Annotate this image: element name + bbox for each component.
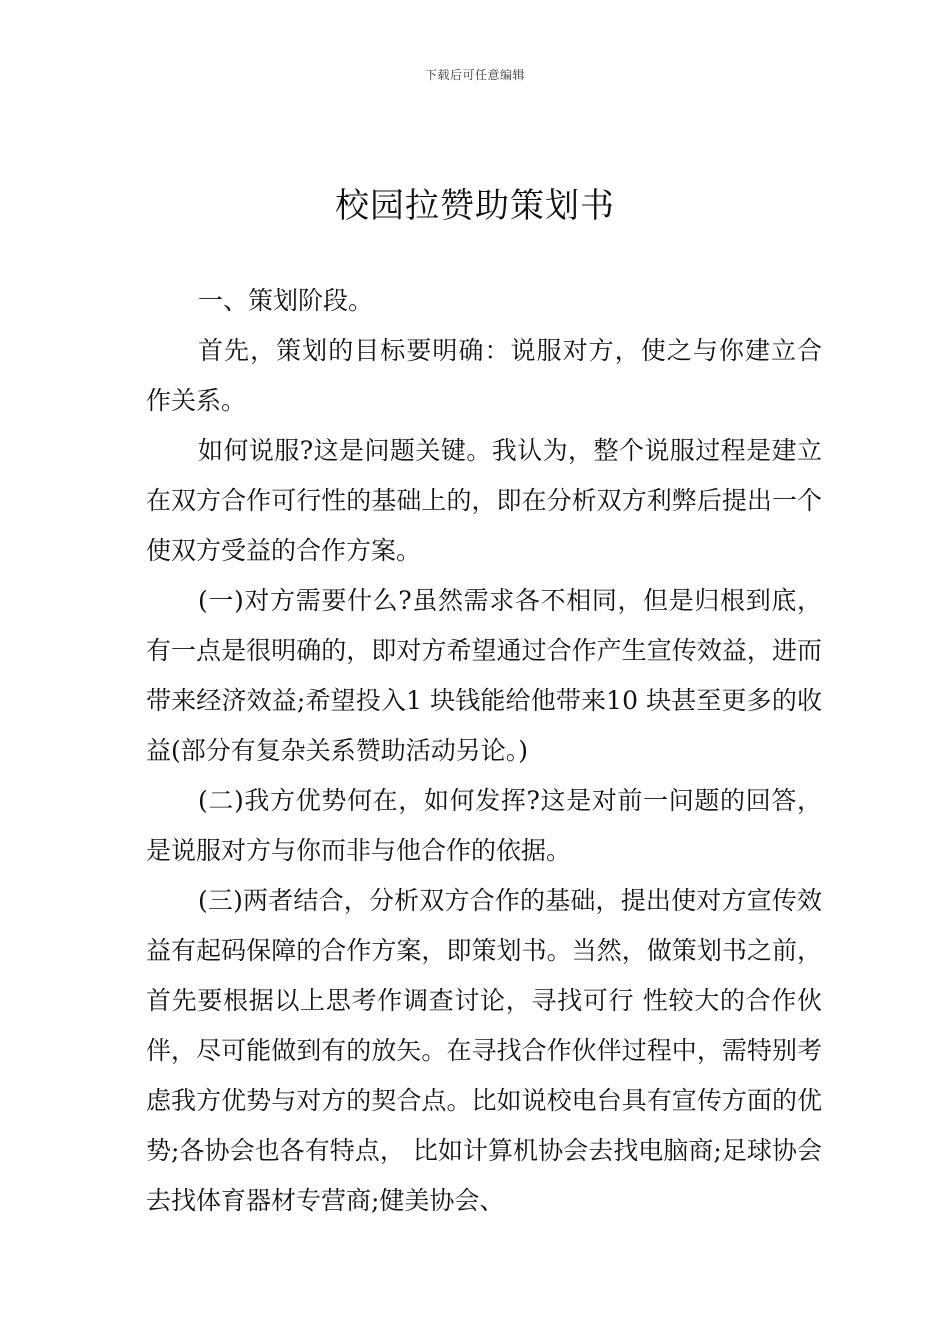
paragraph-partner-needs: (一)对方需要什么?虽然需求各不相同，但是归根到底，有一点是很明确的，即对方希望通过合作产生宣传效益，进而带来经济效益;希望投入1 块钱能给他带来10 块甚至更多的收益(部分有复杂关系赞助活动另论。) xyxy=(146,586,822,765)
paragraph-goal: 首先，策划的目标要明确：说服对方，使之与你建立合作关系。 xyxy=(146,336,822,415)
document-title: 校园拉赞助策划书 xyxy=(335,186,615,226)
paragraph-section-heading: 一、策划阶段。 xyxy=(198,286,374,315)
paragraph-how-to-persuade: 如何说服?这是问题关键。我认为，整个说服过程是建立在双方合作可行性的基础上的，即在分析双方利弊后提出一个使双方受益的合作方案。 xyxy=(146,436,822,565)
header-note: 下载后可任意编辑 xyxy=(424,68,525,82)
document-body xyxy=(146,276,822,1226)
paragraph-our-advantages: (二)我方优势何在，如何发挥?这是对前一问题的回答，是说服对方与你而非与他合作的依据。 xyxy=(146,786,822,865)
paragraph-combination: (三)两者结合，分析双方合作的基础，提出使对方宣传效益有起码保障的合作方案，即策划书。当然，做策划书之前，首先要根据以上思考作调查讨论，寻找可行 性较大的合作伙伴，尽可能做到有的放矢。在寻找合作伙伴过程中，需特别考虑我方优势与对方的契合点。比如说校电台具有宣传方面的优势;各协会也各有特点， 比如计算机协会去找电脑商;足球协会去找体育器材专营商;健美协会、 xyxy=(146,886,822,1215)
